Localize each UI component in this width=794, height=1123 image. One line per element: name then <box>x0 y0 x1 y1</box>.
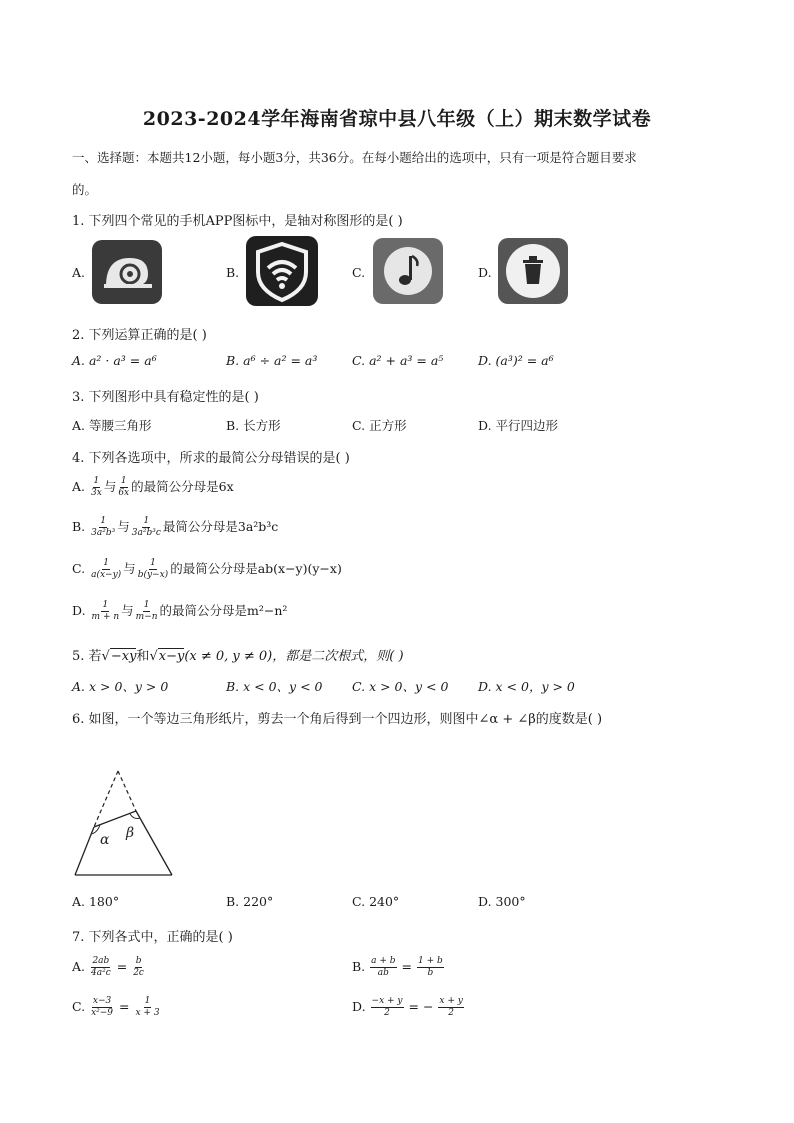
q1-option-c-label: C. <box>352 265 366 280</box>
q7-option-b: B. $\frac{a + b}{ab}$ = $\frac{1 + b}{b}$ <box>352 956 443 978</box>
q2-option-a: A. a² · a³ = a⁶ <box>72 353 157 368</box>
question-3-stem: 3. 下列图形中具有稳定性的是( ) <box>72 390 259 405</box>
alpha-label: α <box>100 832 110 848</box>
q5-option-a: A. x > 0、y > 0 <box>72 679 169 694</box>
q6-option-b: B. 220° <box>226 894 274 909</box>
q5-option-c: C. x > 0、y < 0 <box>352 679 449 694</box>
q3-option-c: C. 正方形 <box>352 418 407 433</box>
snail-shell-icon <box>92 240 162 304</box>
triangle-figure <box>70 765 180 880</box>
question-4-stem: 4. 下列各选项中，所求的最简公分母错误的是( ) <box>72 451 350 466</box>
q2-option-d: D. (a³)² = a⁶ <box>478 353 554 368</box>
q3-option-b: B. 长方形 <box>226 418 281 433</box>
q7-option-a: A. $\frac{2ab}{\text{4a²c}}$ = $\frac{b}{2c}$ <box>72 956 144 978</box>
trash-can-icon <box>498 238 568 304</box>
q5-option-d: D. x < 0，y > 0 <box>478 679 575 694</box>
beta-label: β <box>126 825 135 841</box>
music-note-icon <box>373 238 443 304</box>
q7-option-d: D. $\frac{-x + y}{2}$ = − $\frac{x + y}{2}$ <box>352 996 463 1018</box>
q6-option-c: C. 240° <box>352 894 400 909</box>
question-1-stem: 1. 下列四个常见的手机APP图标中，是轴对称图形的是( ) <box>72 214 403 229</box>
q6-option-a: A. 180° <box>72 894 120 909</box>
question-7-stem: 7. 下列各式中，正确的是( ) <box>72 930 233 945</box>
question-5-stem: 5. 若√−xy和√x−y(x ≠ 0, y ≠ 0)，都是二次根式，则( ) <box>72 649 404 664</box>
q6-option-d: D. 300° <box>478 894 526 909</box>
q4-option-a: A. $\frac{1}{3x}$ 与 $\frac{1}{6x}$ 的最简公分母是6x <box>72 476 234 498</box>
q2-option-c: C. a² + a³ = a⁵ <box>352 353 444 368</box>
q7-option-c: C. $\frac{x-3}{\text{x²−9}}$ = $\frac{1}{x + 3}$ <box>72 996 160 1018</box>
q3-option-d: D. 平行四边形 <box>478 418 559 433</box>
q4-option-c: C. $\frac{1}{a(x-y)}$ 与 $\frac{1}{b(y-x)}$ 的最简公分母是ab(x−y)(y−x) <box>72 558 342 580</box>
q3-option-a: A. 等腰三角形 <box>72 418 152 433</box>
q5-option-b: B. x < 0、y < 0 <box>226 679 323 694</box>
page-title: 2023-2024学年海南省琼中县八年级（上）期末数学试卷 <box>142 108 652 130</box>
question-2-stem: 2. 下列运算正确的是( ) <box>72 328 207 343</box>
q4-option-d: D. $\frac{1}{m + n}$ 与 $\frac{1}{m-n}$ 的最简公分母是m²−n² <box>72 600 288 622</box>
wifi-shield-icon <box>246 236 318 306</box>
q1-option-d-label: D. <box>478 265 492 280</box>
question-6-stem: 6. 如图，一个等边三角形纸片，剪去一个角后得到一个四边形，则图中∠α + ∠β的度数是( ) <box>72 712 603 727</box>
q1-option-b-label: B. <box>226 265 240 280</box>
q2-option-b: B. a⁶ ÷ a² = a³ <box>226 353 318 368</box>
section-heading-line2: 的。 <box>72 182 98 197</box>
q1-option-a-label: A. <box>72 265 86 280</box>
q4-option-b: B. $\frac{1}{\text{3a²b³}}$ 与 $\frac{1}{\text{3a²b³c}}$ 最简公分母是3a²b³c <box>72 516 279 538</box>
section-heading-line1: 一、选择题：本题共12小题，每小题3分，共36分。在每小题给出的选项中，只有一项是符合题目要求 <box>72 150 637 165</box>
